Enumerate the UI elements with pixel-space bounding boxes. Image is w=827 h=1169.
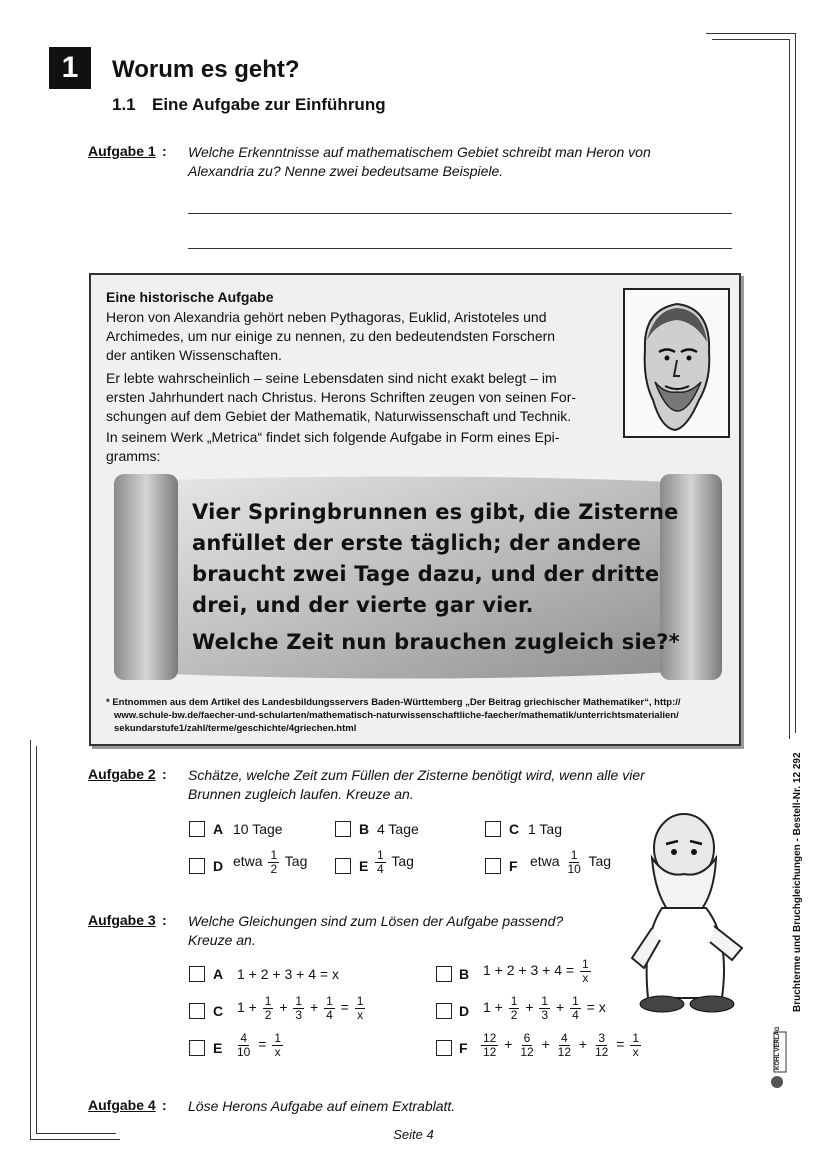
scroll-line-1: Vier Springbrunnen es gibt, die Zisterne [192, 500, 679, 524]
checkbox-task3-a[interactable] [189, 966, 205, 982]
task2-colon: : [162, 766, 167, 782]
task3-label: Aufgabe 3 [88, 912, 156, 928]
equation-c: 1 + $\frac{1}{2}$ + $\frac{1}{3}$ + $\frac{1}{4}$ = $\frac{1}{x}$ [237, 994, 364, 1022]
history-paragraph-3: In seinem Werk „Metrica“ findet sich folgende Aufgabe in Form eines Epi- gramms: [106, 429, 560, 464]
checkbox-task3-d[interactable] [436, 1003, 452, 1019]
checkbox-task3-e[interactable] [189, 1040, 205, 1056]
task2-text: Schätze, welche Zeit zum Füllen der Zisterne benötigt wird, wenn alle vier Brunnen zugleich laufen. Kreuze an. [188, 767, 645, 802]
corner-line-top-h1 [706, 33, 796, 34]
corner-line-top-v1 [795, 33, 796, 733]
history-title: Eine historische Aufgabe [106, 289, 274, 305]
task1-colon: : [162, 143, 167, 159]
checkbox-task2-e[interactable] [335, 858, 351, 874]
equation-d: 1 + $\frac{1}{2}$ + $\frac{1}{3}$ + $\frac{1}{4}$ = x [483, 994, 606, 1022]
heron-portrait [623, 288, 730, 438]
equation-a: 1 + 2 + 3 + 4 = x [237, 966, 339, 982]
task4-label: Aufgabe 4 [88, 1097, 156, 1113]
publisher-logo [766, 1026, 788, 1090]
eq-letter-c: C [213, 1003, 224, 1019]
history-paragraph-1: Heron von Alexandria gehört neben Pythagoras, Euklid, Aristoteles und Archimedes, um nur einige zu nennen, zu den bedeutendsten Forschern der antiken Wissenschaften. [106, 309, 556, 363]
option-letter-d: D [213, 858, 224, 874]
equation-e: $\frac{4}{10}$ = $\frac{1}{x}$ [237, 1031, 282, 1059]
equation-f: $\frac{12}{12}$ + $\frac{6}{12}$ + $\frac{4}{12}$ + $\frac{3}{12}$ = $\frac{1}{x}$ [483, 1031, 639, 1059]
heron-cartoon [622, 808, 762, 1020]
task4-colon: : [162, 1097, 167, 1113]
scroll-line-4: drei, und der vierte gar vier. [192, 593, 534, 617]
option-letter-b: B [359, 821, 370, 837]
eq-letter-a: A [213, 966, 224, 982]
scroll-line-2: anfüllet der erste täglich; der andere [192, 531, 642, 555]
page-title: Worum es geht? [112, 56, 300, 83]
checkbox-task3-c[interactable] [189, 1003, 205, 1019]
option-text-d: etwa $\frac{1}{2}$ Tag [233, 848, 308, 876]
task2-label: Aufgabe 2 [88, 766, 156, 782]
task1-text: Welche Erkenntnisse auf mathematischem Gebiet schreibt man Heron von Alexandria zu? Nenne zwei bedeutsame Beispiele. [188, 144, 651, 179]
checkbox-task3-f[interactable] [436, 1040, 452, 1056]
footnote: * Entnommen aus dem Artikel des Landesbildungsservers Baden-Württemberg „Der Beitrag griechischer Mathematiker“, http:// www.schule-bw.de/faecher-und-schularten/mathematisch-naturwissenschaftliche-faecher/mathematik/unterrichtsmaterialien/ sekundarstufe1/zahl/terme/geschichte/4griechen.html [106, 697, 681, 734]
option-letter-e: E [359, 858, 369, 874]
section-title: 1.1 Eine Aufgabe zur Einführung [112, 95, 386, 114]
answer-line-1[interactable] [188, 213, 732, 214]
publisher-name: KOHL VERLAG [775, 1026, 781, 1070]
option-text-f: etwa $\frac{1}{10}$ Tag [530, 848, 612, 876]
option-text-c: 1 Tag [528, 821, 562, 837]
chapter-number: 1 [49, 47, 91, 89]
checkbox-task2-d[interactable] [189, 858, 205, 874]
checkbox-task2-c[interactable] [485, 821, 501, 837]
checkbox-task2-a[interactable] [189, 821, 205, 837]
eq-letter-b: B [459, 966, 470, 982]
corner-line-top-v2 [789, 39, 790, 739]
option-letter-c: C [509, 821, 520, 837]
answer-line-2[interactable] [188, 248, 732, 249]
checkbox-task3-b[interactable] [436, 966, 452, 982]
task4-text: Löse Herons Aufgabe auf einem Extrablatt. [188, 1098, 456, 1114]
option-text-a: 10 Tage [233, 821, 283, 837]
option-letter-f: F [509, 858, 518, 874]
equation-b: 1 + 2 + 3 + 4 = $\frac{1}{x}$ [483, 957, 589, 985]
eq-letter-f: F [459, 1040, 468, 1056]
scroll-line-3: braucht zwei Tage dazu, und der dritte [192, 562, 660, 586]
scroll-line-5: Welche Zeit nun brauchen zugleich sie?* [192, 630, 680, 654]
heron-portrait-icon [625, 290, 728, 436]
task3-colon: : [162, 912, 167, 928]
option-text-b: 4 Tage [377, 821, 419, 837]
option-text-e: $\frac{1}{4}$ Tag [377, 848, 414, 876]
eq-letter-e: E [213, 1040, 223, 1056]
corner-line-top-h2 [712, 39, 790, 40]
checkbox-task2-f[interactable] [485, 858, 501, 874]
task1-label: Aufgabe 1 [88, 143, 156, 159]
option-letter-a: A [213, 821, 224, 837]
corner-line-bottom-v1 [30, 740, 31, 1139]
page-number: Seite 4 [393, 1127, 434, 1142]
eq-letter-d: D [459, 1003, 470, 1019]
corner-line-bottom-v2 [36, 746, 37, 1133]
checkbox-task2-b[interactable] [335, 821, 351, 837]
history-paragraph-2: Er lebte wahrscheinlich – seine Lebensdaten sind nicht exakt belegt – im ersten Jahrhundert nach Christus. Herons Schriften zeugen von seinen For- schungen auf dem Gebiet der Mathematik, Naturwissenschaft und Technik. [106, 370, 577, 424]
side-order-text: Bruchterme und Bruchgleichungen - Bestell-Nr. 12 292 [792, 752, 803, 1012]
task3-text: Welche Gleichungen sind zum Lösen der Aufgabe passend? Kreuze an. [188, 913, 564, 948]
